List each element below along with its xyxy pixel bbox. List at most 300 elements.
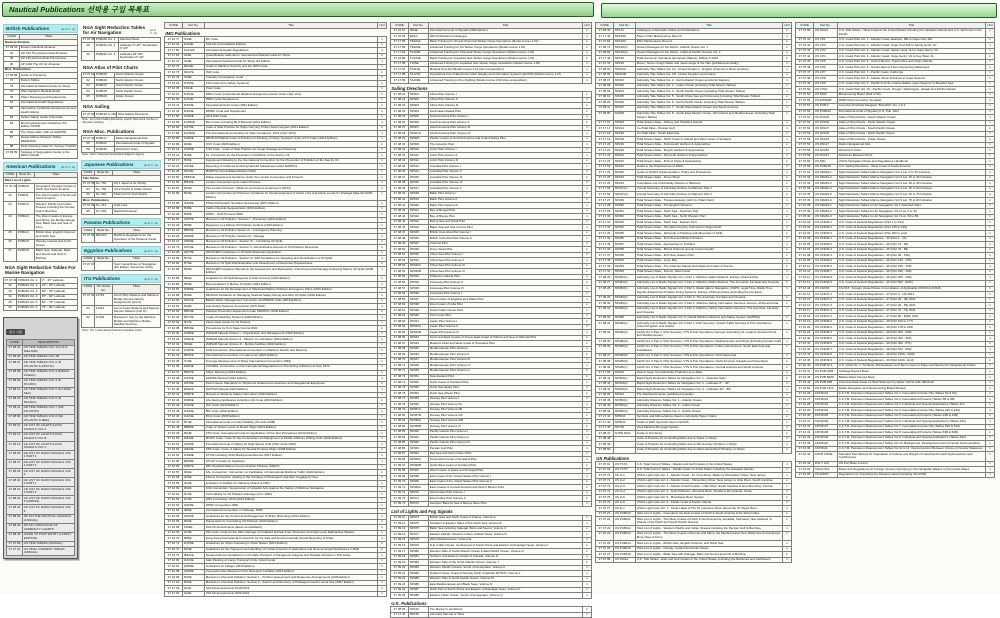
cell-title: South America Pilot Volume IV — [429, 131, 583, 137]
cell-unit: 1 — [783, 467, 792, 473]
section-title-text: British Publications — [6, 25, 50, 31]
cell-title: Arctic Pilot Volume II — [429, 153, 583, 159]
cell-ref: NP286(6) — [614, 359, 636, 365]
cell-unit: 1 — [783, 280, 792, 286]
cell-code: 37 16 99 — [165, 575, 183, 581]
cell-code: 37 07 72 — [596, 478, 614, 484]
column-header: Book No. — [95, 170, 113, 176]
cell-unit: 1 — [583, 413, 592, 419]
cell-unit: 1 — [783, 398, 792, 404]
cell-code: 37 17 35 — [596, 242, 614, 248]
cell-code: 37 16 45 — [165, 409, 183, 415]
cell-unit: 1 — [583, 593, 592, 599]
cell-title: FSS Code (Fire Safety Systems) — [205, 81, 378, 87]
cell-unit: 1 — [986, 275, 995, 281]
cell-title: Tidal Stream Atlas - Bristol Channel (Lundy to Avonmouth) — [636, 247, 783, 253]
cell-code: 37 17 23 — [596, 159, 614, 165]
cell-title: Annual Summary of Admiralty Notices to Mariners Part 2 — [636, 192, 783, 198]
section-title-text: Panama Publications — [84, 219, 131, 225]
cell-unit: 1 — [783, 506, 792, 512]
cell-title: Admiralty Distance Tables Vol. 1 - Atlantic Ocean — [636, 398, 783, 404]
cell-unit: 1 — [783, 242, 792, 248]
cell-unit: 1 — [986, 452, 995, 461]
cell-code: 37 08 31 — [391, 147, 409, 153]
cell-title: Australia Pilot Volume V — [429, 186, 583, 192]
cell-unit: 1 — [378, 364, 387, 370]
cell-code: 37 16 82 — [165, 261, 183, 267]
cell-unit: 1 — [378, 436, 387, 442]
cell-ref: US CFR49-8 — [814, 352, 838, 358]
cell-code: 37 09 17 — [391, 549, 409, 555]
cell-title: Garbage Record Book — [838, 369, 986, 375]
cell-ref: NP282(2) — [614, 295, 636, 301]
cell-title: Admiralty List of Radio Signals Vol. 2 Part 1: Radio Aids to Navigation, DGPS, Legal Time, Radio Time Signals & Electronic Position Fixing Systems: Europe, Africa and Asia (excluding the Far East) — [636, 286, 783, 295]
column-header: Unit — [987, 22, 993, 27]
cell-unit: 1 — [583, 554, 592, 560]
cell-code: 37 16 50 — [796, 386, 814, 392]
table-row — [7, 369, 75, 378]
cell-unit: 1 — [378, 103, 387, 109]
cell-unit: 1 — [583, 549, 592, 555]
cell-ref: IA100E — [183, 409, 205, 415]
cell-ref: No. 681 — [95, 209, 113, 215]
cell-ref: NP040 — [409, 313, 429, 319]
cell-unit: 1 — [583, 391, 592, 397]
cell-title: Atlas of Pilot Charts - South Atlantic Ocean — [838, 115, 986, 121]
cell-unit: 1 — [583, 39, 592, 45]
cell-unit: 1 — [378, 131, 387, 137]
cell-unit: 1 — [378, 519, 387, 525]
cell-code: 37 16 19 — [796, 319, 814, 325]
cell-code: 93 — [82, 315, 95, 328]
table-row — [4, 230, 78, 239]
cell-ref: US CFR46-6 — [814, 264, 838, 270]
cell-code: 37 08 10 — [7, 387, 23, 396]
cell-title: The Mariner's Handbook — [429, 607, 583, 613]
cell-title: Annual Summary of Admiralty Notices to Mariners Part 1 — [636, 186, 783, 192]
cell-unit: 1 — [783, 376, 792, 382]
cell-code: 37 16 30 — [165, 331, 183, 337]
cell-unit: 1 — [583, 526, 592, 532]
cell-ref: NP042A — [409, 324, 429, 330]
note-row — [82, 328, 161, 333]
cell-ref: I532E — [183, 186, 205, 192]
cell-ref: US CP9 — [814, 81, 838, 87]
cell-code: 37 08 34 — [391, 158, 409, 164]
cell-unit: 1 — [783, 231, 792, 237]
cell-code: 37 16 18 — [796, 314, 814, 320]
cell-title: A.S.T.M. Petroleum Measurement Tables Vol 6: Individual and Special Applications (Tables 24C) — [838, 419, 986, 425]
cell-ref: NP254 — [614, 225, 636, 231]
publications-table — [81, 135, 161, 157]
cell-code: 37 17 32 — [596, 225, 614, 231]
cell-title: U.S. Code of Federal Regulations - 46 (Part 90 - 139) — [838, 253, 986, 259]
cell-ref: PUB109 — [95, 94, 115, 100]
cell-ref: IA557E — [183, 217, 205, 223]
cell-ref: NP066B — [409, 463, 429, 469]
cell-ref: PUB107 — [95, 83, 115, 89]
cell-ref: NP081 — [409, 554, 429, 560]
cell-ref: IA566E — [183, 234, 205, 240]
cell-ref: IA978E — [183, 381, 205, 387]
cell-title: Maneuvering Board (Pad of 50) — [838, 92, 986, 98]
secondary-green-bar — [601, 3, 997, 18]
cell-title: Maritime Regulations for the Operation of the Panama Canal — [113, 233, 161, 242]
cell-unit: 1 — [378, 575, 387, 581]
cell-title: Southern Barents Sea & Beloye More Pilot — [429, 501, 583, 507]
cell-code: 37 16 67 — [391, 28, 409, 34]
cell-code: 37 09 74 — [391, 501, 409, 507]
section-title-text: ITU Publications — [84, 275, 120, 281]
cell-unit: 1 — [583, 612, 592, 618]
cell-title: INF Code: Code for the Safe Carriage of Irradiated Nuclear Fuel, Plutonium and High-Level Radioactive Wastes — [205, 530, 378, 536]
cell-ref: NP057A — [409, 407, 429, 413]
cell-code: 37 16 69 — [165, 530, 183, 536]
cell-ref: NP074 — [409, 515, 429, 521]
cell-code: 37 16 40 — [796, 336, 814, 342]
cell-title: Norway Pilot Volume IIIA — [429, 413, 583, 419]
cell-unit: 1 — [583, 302, 592, 308]
cell-unit: 1 — [378, 464, 387, 470]
cell-title: U.S. Code of Federal Regulations - 49 (Part 400 - 571) — [838, 341, 986, 347]
cell-ref: US SR249-3 — [814, 214, 838, 220]
cell-code: 37 07 77 — [596, 506, 614, 512]
cell-unit: 1 — [583, 501, 592, 507]
cell-unit: 1 — [378, 536, 387, 542]
cell-code: 37 16 98 — [165, 569, 183, 575]
cell-title: Rules and Regulations for Foreign Vessels Operating in the Navigable Waters of the United States — [838, 467, 986, 473]
cell-code: 37 07 68 — [796, 164, 814, 170]
cell-ref: I713E — [183, 359, 205, 365]
cell-code: 37 08 69 — [391, 352, 409, 358]
cell-code: 37 09 21 — [391, 571, 409, 577]
cell-unit: 1 — [783, 253, 792, 259]
cell-ref: TA103E — [409, 50, 429, 56]
cell-code: 37 17 21 — [596, 148, 614, 154]
cell-unit: 1 — [783, 258, 792, 264]
cell-ref: PUB102 — [95, 141, 115, 147]
cell-code: 37 16 41 — [165, 392, 183, 398]
cell-title: U.S. Code of Federal Regulations - 46 (Part 70 - 89) — [838, 247, 986, 253]
cell-unit: 1 — [583, 537, 592, 543]
column-header: Unit — [379, 22, 385, 27]
cell-code: 37 08 79 — [391, 407, 409, 413]
cell-ref: IA313E — [183, 558, 205, 564]
cell-unit: 1 — [378, 370, 387, 376]
cell-unit: 1 — [783, 67, 792, 73]
cell-unit: 1 — [583, 418, 592, 424]
cell-code: 37 07 47 — [796, 70, 814, 76]
cell-ref: NP034 — [409, 280, 429, 286]
cell-title: Co-Tidal Atlas - Persian Gulf — [636, 126, 783, 132]
cell-unit: 1 — [783, 473, 792, 479]
column-header: Titles — [113, 228, 161, 234]
cell-unit: 1 — [378, 558, 387, 564]
cell-title: Advanced Training in Fire Fighting (Model course 2.03 plus compendium) — [429, 78, 583, 84]
table-row — [7, 469, 75, 478]
cell-title: London Convention and Protocol: Guidance for the Development of Action Lists and Action Levels for Dredged Material (2009 Edition) — [205, 191, 378, 200]
cell-title: U.S. Code of Federal Regulations (Part 125 to 199) — [838, 225, 986, 231]
cell-ref: NP283(2) — [614, 306, 636, 315]
cell-code: 37 16 79 — [165, 553, 183, 559]
cell-title: U.S. Code of Federal Regulations (Part 1 to 124) — [838, 220, 986, 226]
cell-code: 37 17 45 — [596, 425, 614, 431]
cell-code: 37 16 32 — [165, 342, 183, 348]
table-row — [4, 214, 78, 230]
cell-title: Greenland, the East Coasts of North and South America — [35, 183, 76, 192]
cell-ref: PUB229 Vol. 3 — [17, 289, 41, 295]
cell-title: ALRS Vol. 6 Part 7: Pilot Services, VTS & Port Operations: Central America and South America — [636, 365, 783, 371]
cell-code: 37 16 53 — [391, 34, 409, 40]
cell-code: 37 17 39 — [596, 264, 614, 270]
cell-code: 37 08 09 — [7, 378, 23, 387]
cell-title: AD TIDE TABLES VOL 7 (SW ATLANTIC) — [23, 405, 75, 414]
cell-title: Indian Ocean — [115, 94, 161, 100]
cell-unit: 1 — [783, 78, 792, 84]
cell-unit: 1 — [783, 153, 792, 159]
cell-code: 37 07 61 — [796, 115, 814, 121]
cell-title: ISM Code — [205, 70, 378, 76]
cell-unit: 1 — [783, 339, 792, 345]
cell-title: U.S. Coast Pilot Vol. 9 - Pacific & Arctic Coasts Alaska: Cape Spencer to Beaufort Sea — [838, 81, 986, 87]
cell-ref: US NV150 — [814, 148, 838, 154]
cell-ref: NP314 — [614, 392, 636, 398]
cell-ref: NP231 — [614, 164, 636, 170]
cell-unit: 1 — [378, 120, 387, 126]
cell-title: International Health Regulations — [205, 48, 378, 54]
cell-ref: NP057B — [409, 413, 429, 419]
cell-title: Supplement Relating to the International Convention for the Prevention of Pollution of the Sea by Oil — [205, 158, 378, 164]
cell-title: Africa Pilot Volume I — [429, 92, 583, 98]
cell-unit: 1 — [986, 292, 995, 298]
cell-title: East Coasts of Central America and Gulf of Mexico Pilot — [429, 485, 583, 491]
cell-code: 37 17 87 — [391, 67, 409, 73]
cell-ref: US CFR46-4 — [814, 253, 838, 259]
cell-title: Manual on Oil Spill Risk Evaluation and Assessment of Response Preparedness — [205, 261, 378, 267]
cell-code: 84 — [4, 121, 20, 130]
cell-ref: 41409 — [95, 315, 113, 328]
cell-title: U.S. Code of Federal Regulations - 49 (Part 1200 - End) — [838, 358, 986, 364]
cell-ref: NP131 — [614, 28, 636, 34]
cell-code: 37 07 91 — [596, 462, 614, 468]
cell-code: 37 08 35 — [391, 164, 409, 170]
column-header: Titles — [113, 284, 161, 293]
section-title-text: NGA Sight Reduction Tables for Air Navigation — [83, 24, 146, 35]
cell-title: Chemical Data Guide for Bulk Shipment by Water USCG CIM 16616.6A — [838, 380, 986, 386]
cell-ref: NP009 — [409, 142, 429, 148]
cell-code: 92 — [82, 306, 95, 315]
cell-ref: NP286(5) — [614, 353, 636, 359]
cell-ref: I479E — [183, 497, 205, 503]
cell-title: Ballast Water Management Convention and BWMS Code (2018 Edition) — [205, 298, 378, 304]
cell-unit: 1 — [583, 78, 592, 84]
cell-code: 37 16 21 — [165, 153, 183, 159]
cell-ref: PUB249 Vol. 2 — [95, 43, 119, 52]
cell-unit: 1 — [583, 175, 592, 181]
table-row — [4, 135, 78, 144]
cell-unit: 1 — [583, 125, 592, 131]
cell-unit: 1 — [583, 274, 592, 280]
cell-ref: US NV109 — [814, 137, 838, 143]
cell-code: 37 08 06 — [7, 514, 23, 523]
cell-title: U.S. Tide Tables - East and Gulf Coasts of the United States (including the Bahamas and Caribbean) — [636, 557, 783, 563]
table-row — [391, 612, 592, 618]
cell-code: 37 07 48 — [796, 76, 814, 82]
cell-title: China Sea Pilot Volume III — [429, 263, 583, 269]
cell-title: PSSA (Particularly Sensitive Sea Areas) (2007 Edition) — [205, 201, 378, 207]
cell-ref: US CFR49-9 — [814, 358, 838, 364]
cell-title: China Sea Pilot Volume I — [429, 252, 583, 258]
cell-title: Baltic Pilot Volume II — [429, 197, 583, 203]
cell-title: Ballast Water Record Book — [838, 375, 986, 381]
cell-unit: 1 — [986, 43, 995, 49]
cell-code: 37 16 81 — [165, 217, 183, 223]
column-imo-publications — [164, 21, 387, 597]
cell-title: Guide to ECDIS Implementation, Policy and Procedures — [636, 170, 783, 176]
cell-code: 37 17 80 — [165, 48, 183, 54]
cell-unit: 1 — [378, 342, 387, 348]
cell-unit: 1 — [986, 303, 995, 309]
cell-code: 37 17 84 — [391, 50, 409, 56]
cell-code: 37 08 41 — [391, 197, 409, 203]
cell-title: Manual on Oil Pollution - Section V: Administrative Aspects of Oil Pollution Response — [205, 245, 378, 251]
cell-code: 37 08 80 — [391, 413, 409, 419]
cell-code: 37 07 65 — [796, 137, 814, 143]
table-row — [82, 52, 161, 61]
cell-title: SAR Convention (International Convention on Maritime Search and Rescue) — [205, 348, 378, 354]
cell-code: 37 16 28 — [165, 250, 183, 256]
cell-code: 63 — [82, 83, 95, 89]
table-row — [7, 514, 75, 523]
cell-unit: 1 — [378, 392, 387, 398]
cell-code: 37 08 27 — [596, 280, 614, 286]
cell-ref: US WP9998 — [814, 98, 838, 104]
cell-unit: 1 — [986, 236, 995, 242]
cell-code: 37 09 10 — [7, 423, 23, 432]
cell-unit: 1 — [378, 261, 387, 267]
cell-title: U.S. Sailing Directions - West Coast of South America — [838, 164, 986, 170]
cell-ref: US LL7 — [614, 506, 636, 512]
cell-code: 37 07 76 — [596, 500, 614, 506]
column-nga-foreign — [81, 21, 161, 332]
cell-title: Comprehensive Manual on Port Reception Facilities (2016 Edition) — [205, 569, 378, 575]
cell-code: 37 16 11 — [796, 269, 814, 275]
cell-ref: NP735 — [614, 425, 636, 431]
cell-code: 37 07 88 — [596, 557, 614, 563]
cell-unit: 1 — [986, 131, 995, 137]
cell-code: 37 17 36 — [596, 247, 614, 253]
cell-unit: 1 — [583, 92, 592, 98]
cell-ref: I402E — [183, 470, 205, 476]
cell-title: Baltic Sea including Kattegat, Belts and Sound, Volume C — [429, 526, 583, 532]
cell-title: Manual on Oil Pollution: Section I - Prevention (2011 Edition) — [205, 217, 378, 223]
cell-title: Radar Navigation and Maneuvering Board Manual — [838, 386, 986, 392]
cell-title: AD TIDE TABLES VOL 8 (SE ATLANTIC & MED) — [23, 414, 75, 423]
table-row — [7, 487, 75, 496]
cell-unit: 1 — [986, 358, 995, 364]
cell-title: Sight Reduction Tables for Air Navigation Vol 2 Lat. 0 to 40 — [838, 209, 986, 215]
cell-title: Reporting of Incidents Involving Harmful Substances under MARPOL — [205, 164, 378, 170]
sub-group-label: NGA List of Lights — [4, 178, 78, 184]
cell-ref: ASTM110 — [814, 441, 838, 447]
cell-code: 37 16 42 — [165, 398, 183, 404]
column-header: Book No. — [17, 172, 35, 178]
sub-group-label: Tide Tables — [82, 176, 161, 182]
cell-code: 37 08 26 — [7, 451, 23, 460]
cell-title: Manual on Oil Pollution - Section VI: IMO Guidelines for Sampling and Identification of Oil Spills — [205, 256, 378, 262]
cell-ref: NP012 — [409, 158, 429, 164]
cell-unit: 1 — [986, 92, 995, 98]
cell-ref: I579E — [183, 261, 205, 267]
note-row — [82, 117, 161, 125]
cell-code: 37 08 29 — [391, 136, 409, 142]
cell-unit: 1 — [583, 153, 592, 159]
table-row — [596, 557, 792, 563]
cell-code: 37 08 33 — [391, 153, 409, 159]
cell-ref: NP080 — [409, 549, 429, 555]
cell-unit: 1 — [583, 515, 592, 521]
cell-code: 37 08 67 — [391, 341, 409, 347]
cell-unit: 1 — [583, 313, 592, 319]
cell-ref: TA114E — [409, 67, 429, 73]
cell-code: 37 17 42 — [596, 420, 614, 426]
cell-title: FAL Convention: Convention on Facilitation of International Maritime Traffic (2022 Edition) — [205, 470, 378, 476]
cell-unit: 1 — [583, 352, 592, 358]
cell-ref: NP035 — [409, 286, 429, 292]
cell-ref: NP024 — [409, 225, 429, 231]
cell-title: Pacific Islands Pilot Volume I — [429, 429, 583, 435]
cell-ref: IL210E — [183, 97, 205, 103]
cell-unit: 1 — [986, 81, 995, 87]
cell-unit: 1 — [783, 28, 792, 34]
cell-ref: US CFR47-3 — [814, 303, 838, 309]
column-us-publications — [795, 21, 995, 478]
cell-code: 37 17 17 — [596, 126, 614, 132]
cell-unit: 1 — [378, 564, 387, 570]
cell-code: 37 09 03 — [4, 45, 20, 51]
cell-ref: NP120 — [409, 612, 429, 618]
cell-unit: 1 — [783, 236, 792, 242]
cell-code: 35 — [4, 300, 17, 306]
cell-code: 37 08 31 — [596, 306, 614, 315]
cell-ref: I128E — [183, 75, 205, 81]
cell-code: 37 08 49 — [391, 241, 409, 247]
cell-code: 37 07 38 — [82, 37, 95, 42]
cell-title: Sight Reduction Tables Marine Navigation Vol 5 Lat. 60 to 75 Inclusive — [838, 192, 986, 198]
cell-unit: 1 — [986, 203, 995, 209]
table-row — [4, 121, 78, 130]
cell-ref: US PUB 94B — [814, 380, 838, 386]
cell-ref: NP021 — [409, 208, 429, 214]
table-row — [4, 248, 78, 261]
cell-title: Advanced Training for Oil Tanker Cargo Operations (Model course 1.02) — [429, 45, 583, 51]
cell-title: USCG Light Lists Vol. 5 - Mississippi River System — [636, 495, 783, 501]
cell-code: 37 17 33 — [596, 231, 614, 237]
cell-title: Tidal Stream Atlas - Portsmouth Harbour & Approaches — [636, 142, 783, 148]
table-row — [596, 344, 792, 353]
cell-title: South America Pilot Volume I — [429, 114, 583, 120]
cell-unit: 1 — [986, 286, 995, 292]
cell-unit: 1 — [378, 92, 387, 98]
cell-unit: 1 — [783, 414, 792, 420]
cell-title: HNS Convention 2010 (2013 Edition) — [205, 497, 378, 503]
cell-code: 37 07 92 — [596, 467, 614, 473]
cell-ref: NP067 — [409, 468, 429, 474]
cell-unit: 1 — [378, 169, 387, 175]
cell-unit: 1 — [783, 192, 792, 198]
cell-ref: NP053 — [409, 385, 429, 391]
cell-title: AD TIDE TABLES VOL 2 (N ATLANTIC & ARCTIC) — [23, 360, 75, 369]
